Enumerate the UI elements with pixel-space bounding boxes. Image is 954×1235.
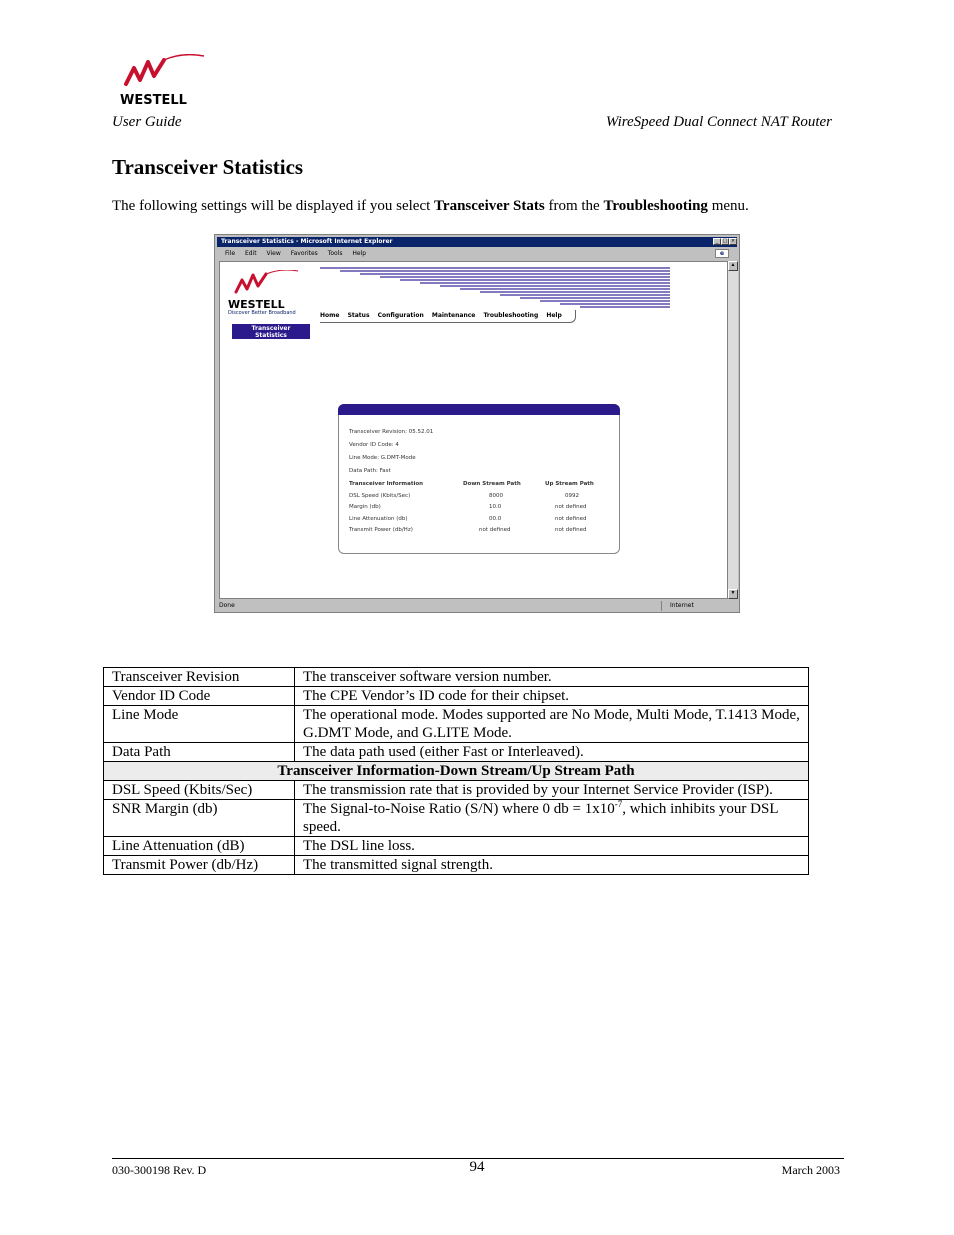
menu-edit[interactable]: Edit [244, 250, 257, 257]
definition-cell: The DSL line loss. [295, 837, 809, 856]
panel-row-label: Line Attenuation (db) [349, 516, 408, 522]
table-row [104, 856, 809, 875]
panel-data-path: Data Path: Fast [349, 468, 391, 474]
header-user-guide: User Guide [112, 114, 182, 130]
menu-view[interactable]: View [266, 250, 281, 257]
menu-help[interactable]: Help [352, 250, 367, 257]
browser-statusbar [217, 601, 737, 611]
logo-wordmark: WESTELL [120, 93, 187, 108]
panel-vendor: Vendor ID Code: 4 [349, 442, 399, 448]
panel-col-header: Up Stream Path [545, 481, 594, 487]
nav-maintenance[interactable]: Maintenance [431, 312, 476, 319]
panel-line-mode: Line Mode: G.DMT-Mode [349, 455, 416, 461]
panel-row-up: not defined [555, 504, 587, 510]
menu-file[interactable]: File [225, 250, 236, 257]
definition-cell: The transceiver software version number. [295, 668, 809, 687]
table-section-row [104, 762, 809, 781]
panel-row-down: not defined [479, 527, 511, 533]
nav-help[interactable]: Help [546, 312, 562, 319]
table-row [104, 781, 809, 800]
definitions-table [103, 667, 809, 875]
definition-cell: The operational mode. Modes supported are No Mode, Multi Mode, T.1413 Mode, G.DMT Mode, and G.LITE Mode. [295, 706, 809, 743]
vertical-scrollbar[interactable] [728, 261, 738, 599]
nav-configuration[interactable]: Configuration [377, 312, 424, 319]
header-stripes [320, 266, 670, 310]
term-cell: Transceiver Revision [104, 668, 295, 687]
window-title: Transceiver Statistics - Microsoft Internet Explorer [221, 238, 393, 245]
section-title: Transceiver Statistics [112, 155, 304, 179]
menu-tools[interactable]: Tools [327, 250, 343, 257]
panel-col-header: Transceiver Information [349, 481, 424, 487]
status-done: Done [219, 602, 235, 609]
nav-troubleshooting[interactable]: Troubleshooting [483, 312, 539, 319]
definition-cell: The transmitted signal strength. [295, 856, 809, 875]
intro-paragraph: The following settings will be displayed if you select Transceiver Stats from the Troubleshooting menu. [112, 198, 749, 214]
panel-col-header: Down Stream Path [463, 481, 521, 487]
browser-menubar [217, 248, 737, 259]
minimize-icon[interactable]: _ [713, 238, 721, 245]
table-row [104, 837, 809, 856]
nav-status[interactable]: Status [347, 312, 370, 319]
term-cell: DSL Speed (Kbits/Sec) [104, 781, 295, 800]
definition-cell: The Signal-to-Noise Ratio (S/N) where 0 db = $1x10^{-7}$, which inhibits your DSL speed. [295, 800, 809, 837]
definition-cell: The data path used (either Fast or Interleaved). [295, 743, 809, 762]
window-titlebar [217, 237, 737, 247]
term-cell: Data Path [104, 743, 295, 762]
logo-tagline: Discover Better Broadband [228, 310, 296, 316]
table-section-header: Transceiver Information-Down Stream/Up Stream Path [104, 762, 809, 781]
footer-page-number: 94 [469, 1159, 485, 1175]
panel-row-up: 0992 [565, 493, 579, 499]
current-page-label: Transceiver Statistics [232, 324, 310, 339]
panel-row-label: Margin (db) [349, 504, 381, 510]
panel-revision: Transceiver Revision: 05.52.01 [349, 429, 434, 435]
panel-row-down: 00.0 [489, 516, 502, 522]
table-row [104, 706, 809, 743]
panel-row-label: Transmit Power (db/Hz) [349, 527, 413, 533]
table-row [104, 668, 809, 687]
table-row [104, 800, 809, 837]
status-zone: Internet [661, 601, 737, 611]
panel-header-bar [338, 404, 620, 415]
panel-row-down: 8000 [489, 493, 503, 499]
scroll-down-icon[interactable]: ▼ [728, 589, 738, 599]
table-row [104, 743, 809, 762]
browser-viewport [219, 261, 728, 599]
page-logo-wordmark: WESTELL [228, 298, 285, 311]
browser-screenshot [214, 234, 740, 613]
term-cell: Transmit Power (db/Hz) [104, 856, 295, 875]
westell-logo [112, 54, 207, 110]
transceiver-stats-panel [338, 404, 620, 554]
term-cell: Line Mode [104, 706, 295, 743]
panel-row-label: DSL Speed (Kbits/Sec) [349, 493, 411, 499]
definition-cell: The transmission rate that is provided by your Internet Service Provider (ISP). [295, 781, 809, 800]
term-cell: SNR Margin (db) [104, 800, 295, 837]
header-product-name: WireSpeed Dual Connect NAT Router [605, 114, 832, 130]
panel-row-down: 10.0 [489, 504, 502, 510]
footer-doc-number: 030-300198 Rev. D [112, 1163, 207, 1177]
definition-cell: The CPE Vendor’s ID code for their chipset. [295, 687, 809, 706]
term-cell: Line Attenuation (dB) [104, 837, 295, 856]
maximize-icon[interactable]: □ [722, 238, 728, 244]
ie-logo-icon: e [715, 249, 729, 258]
term-cell: Vendor ID Code [104, 687, 295, 706]
table-row [104, 687, 809, 706]
panel-row-up: not defined [555, 516, 587, 522]
menu-favorites[interactable]: Favorites [290, 250, 318, 257]
scroll-up-icon[interactable]: ▲ [728, 261, 738, 271]
close-icon[interactable]: × [730, 238, 736, 244]
nav-home[interactable]: Home [320, 312, 340, 319]
panel-row-up: not defined [555, 527, 587, 533]
footer-date: March 2003 [781, 1163, 840, 1177]
router-nav-bar [320, 310, 576, 323]
